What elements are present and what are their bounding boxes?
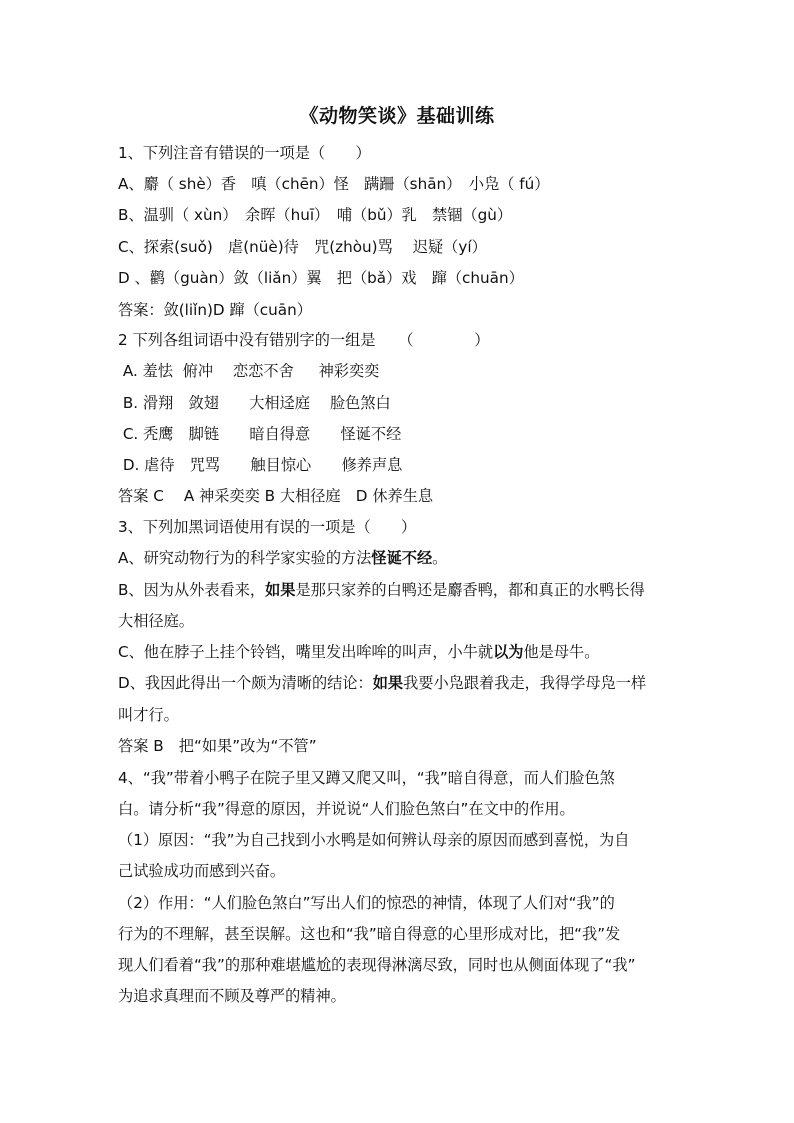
q3-option-a: A、研究动物行为的科学家实验的方法怪诞不经。 <box>118 549 448 567</box>
q2-option-b: B. 滑翔 敛翅 大相迳庭 脸色煞白 <box>118 394 391 412</box>
q3-option-b-line2: 大相径庭。 <box>118 612 194 630</box>
q1-option-b: B、温驯（ xùn） 余晖（huī） 哺（bǔ）乳 禁锢（gù） <box>118 206 513 224</box>
q1-option-c: C、探索(suǒ) 虐(nüè)待 咒(zhòu)骂 迟疑（yí） <box>118 238 487 256</box>
question-2-stem: 2 下列各组词语中没有错别字的一组是 （ ） <box>118 331 490 349</box>
question-3-stem: 3、下列加黑词语使用有误的一项是（ ） <box>118 518 417 536</box>
bold-term: 以为 <box>493 643 524 661</box>
q4-answer-1-line2: 己试验成功而感到兴奋。 <box>118 862 286 880</box>
bold-term: 如果 <box>265 581 296 599</box>
q2-option-c: C. 秃鹰 脚链 暗自得意 怪诞不经 <box>118 425 402 443</box>
question-4-stem-line1: 4、“我”带着小鸭子在院子里又蹲又爬又叫，“我”暗自得意，而人们脸色煞 <box>118 769 615 787</box>
q4-answer-2-line2: 行为的不理解，甚至误解。这也和“我”暗自得意的心里形成对比，把“我”发 <box>118 925 621 943</box>
q4-answer-2-line1: （2）作用：“人们脸色煞白”写出人们的惊恐的神情，体现了人们对“我”的 <box>118 894 615 912</box>
page-title: 《动物笑谈》基础训练 <box>299 105 495 127</box>
q1-option-d: D 、鹳（guàn）敛（liǎn）翼 把（bǎ）戏 蹿（chuān） <box>118 269 524 287</box>
question-1-stem: 1、下列注音有错误的一项是（ ） <box>118 144 371 162</box>
q3-option-b-line1: B、因为从外表看来，如果是那只家养的白鸭还是麝香鸭，都和真正的水鸭长得 <box>118 581 645 599</box>
q2-option-d: D. 虐待 咒骂 触目惊心 修养声息 <box>118 456 403 474</box>
q3-answer: 答案 B 把“如果”改为“不管” <box>118 737 317 755</box>
q2-answer: 答案 C A 神采奕奕 B 大相径庭 D 休养生息 <box>118 487 434 505</box>
q3-option-c: C、他在脖子上挂个铃铛，嘴里发出哞哞的叫声，小牛就以为他是母牛。 <box>118 643 600 661</box>
q3-option-d-line2: 叫才行。 <box>118 706 179 724</box>
q4-answer-1-line1: （1）原因：“我”为自己找到小水鸭是如何辨认母亲的原因而感到喜悦，为自 <box>118 831 630 849</box>
q1-answer: 答案：敛(liǐn)D 蹿（cuān） <box>118 301 312 319</box>
q2-option-a: A. 羞怯 俯冲 恋恋不舍 神彩奕奕 <box>118 362 380 380</box>
bold-term: 如果 <box>372 674 404 692</box>
question-4-stem-line2: 白。请分析“我”得意的原因，并说说“人们脸色煞白”在文中的作用。 <box>118 800 575 818</box>
bold-term: 怪诞不经 <box>371 549 433 567</box>
q3-option-d-line1: D、我因此得出一个颇为清晰的结论：如果我要小凫跟着我走，我得学母凫一样 <box>118 674 647 692</box>
q1-option-a: A、麝（ shè）香 嗔（chēn）怪 蹒跚（shān） 小凫（ fú） <box>118 175 550 193</box>
q4-answer-2-line3: 现人们看着“我”的那种难堪尴尬的表现得淋漓尽致，同时也从侧面体现了“我” <box>118 956 636 974</box>
q4-answer-2-line4: 为追求真理而不顾及尊严的精神。 <box>118 987 346 1005</box>
